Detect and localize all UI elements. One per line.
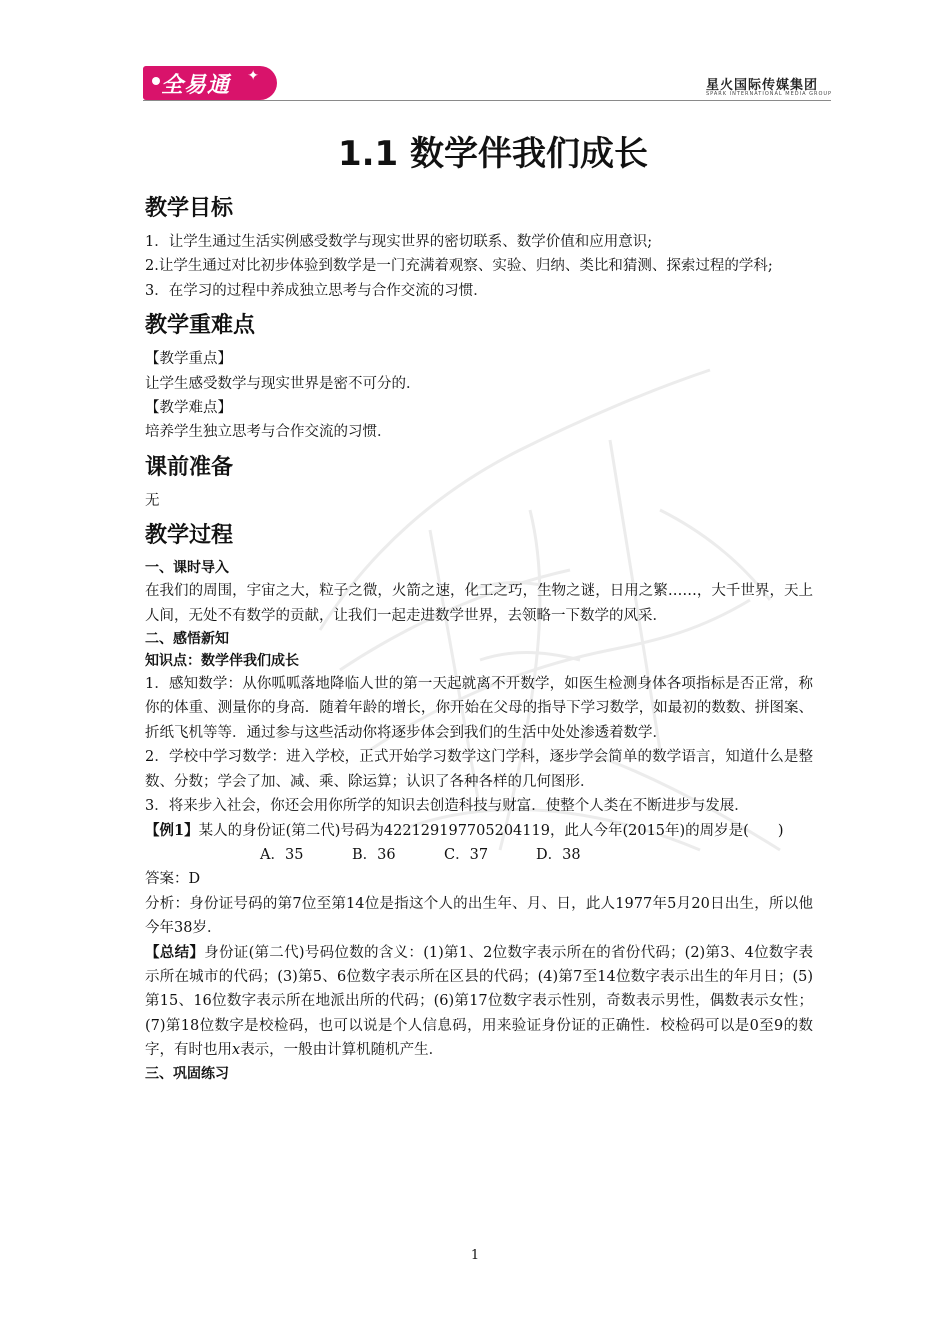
knowledge-item-1: 1．感知数学：从你呱呱落地降临人世的第一天起就离不开数学，如医生检测身体各项指标是否正常，称你的体重、测量你的身高．随着年龄的增长，你开始在父母的指导下学习数学，如最初的数数、拼图案、折纸飞机等等．通过参与这些活动你将逐步体会到我们的生活中处处渗透着数学． [145, 676, 813, 741]
difficulty-text: 培养学生独立思考与合作交流的习惯． [145, 424, 392, 441]
preparation-heading: 课前准备 [145, 454, 234, 480]
header-divider [143, 100, 831, 101]
analysis-text: 分析：身份证号码的第7位至第14位是指这个人的出生年、月、日，此人1977年5月20日出生，所以他今年38岁． [145, 895, 813, 937]
knowledge-item-2: 2．学校中学习数学：进入学校，正式开始学习数学这门学科，逐步学会简单的数学语言，知道什么是整数、分数；学会了加、减、乘、除运算；认识了各种各样的几何图形． [145, 749, 813, 790]
choice-d: D．38 [536, 846, 581, 863]
example-question [145, 819, 813, 843]
summary-text-end: 表示，一般由计算机随机产生． [240, 1042, 444, 1059]
choice-a: A．35 [260, 846, 304, 863]
process-heading: 教学过程 [145, 523, 234, 549]
sparkle-icon: ✦ [247, 68, 259, 84]
publisher-name: 星火国际传媒集团 [706, 78, 819, 93]
key-points-heading: 教学重难点 [145, 313, 256, 339]
example-label: 【例1】 [145, 821, 199, 839]
example-text: 某人的身份证(第二代)号码为422129197705204119，此人今年(2015年)的周岁是( ) [198, 822, 784, 839]
summary-text: 身份证(第二代)号码位数的含义：(1)第1、2位数字表示所在的省份代码；(2)第3、4位数字表示所在城市的代码；(3)第5、6位数字表示所在区县的代码；(4)第7至14位数字表示出生的年月日；(5)第15、16位数字表示所在地派出所的代码；(6)第17位数字表示性别，奇数表示男性，偶数表示女性；(7)第18位数字是校检码，也可以说是个人信息码，用来验证身份证的正确性．校检码可以是0至9的数字，有时也用 [145, 944, 814, 1059]
part3-title: 三、巩固练习 [145, 1065, 229, 1082]
part1-title: 一、课时导入 [145, 560, 229, 577]
answer-text: 答案：D [145, 871, 201, 888]
logo-text: 全易通 [161, 73, 231, 98]
objectives-heading: 教学目标 [145, 196, 234, 221]
focus-text: 让学生感受数学与现实世界是密不可分的． [145, 375, 421, 392]
page-title: 1.1 数学伴我们成长 [337, 134, 649, 174]
choice-list [145, 843, 813, 867]
choice-c: C．37 [444, 846, 489, 863]
publisher-name-english: SPARK INTERNATIONAL MEDIA GROUP [706, 91, 833, 97]
choice-b: B．36 [352, 846, 396, 863]
knowledge-item-3: 3．将来步入社会，你还会用你所学的知识去创造科技与财富．使整个人类在不断进步与发展． [145, 798, 749, 815]
objective-item: 2.让学生通过对比初步体验到数学是一门充满着观察、实验、归纳、类比和猜测、探索过程的学科; [145, 258, 773, 275]
main-content [145, 128, 813, 1085]
summary-label: 【总结】 [145, 943, 205, 961]
objective-item: 1．让学生通过生活实例感受数学与现实世界的密切联系、数学价值和应用意识; [145, 234, 653, 250]
brand-logo [143, 66, 277, 100]
part2-title: 二、感悟新知 [145, 631, 229, 648]
focus-label: 【教学重点】 [145, 351, 232, 368]
summary-paragraph [145, 941, 813, 1063]
part1-text: 在我们的周围，宇宙之大，粒子之微，火箭之速，化工之巧，生物之谜，日用之繁……，大千世界，天上人间，无处不有数学的贡献，让我们一起走进数学世界，去领略一下数学的风采． [145, 583, 813, 624]
logo-dot-icon [152, 77, 160, 85]
page-number: 1 [470, 1248, 480, 1263]
objective-item: 3．在学习的过程中养成独立思考与合作交流的习惯． [145, 282, 488, 299]
knowledge-point-title: 知识点：数学伴我们成长 [145, 653, 299, 670]
summary-variable: x [232, 1042, 241, 1059]
difficulty-label: 【教学难点】 [145, 400, 232, 417]
preparation-text: 无 [145, 492, 160, 509]
